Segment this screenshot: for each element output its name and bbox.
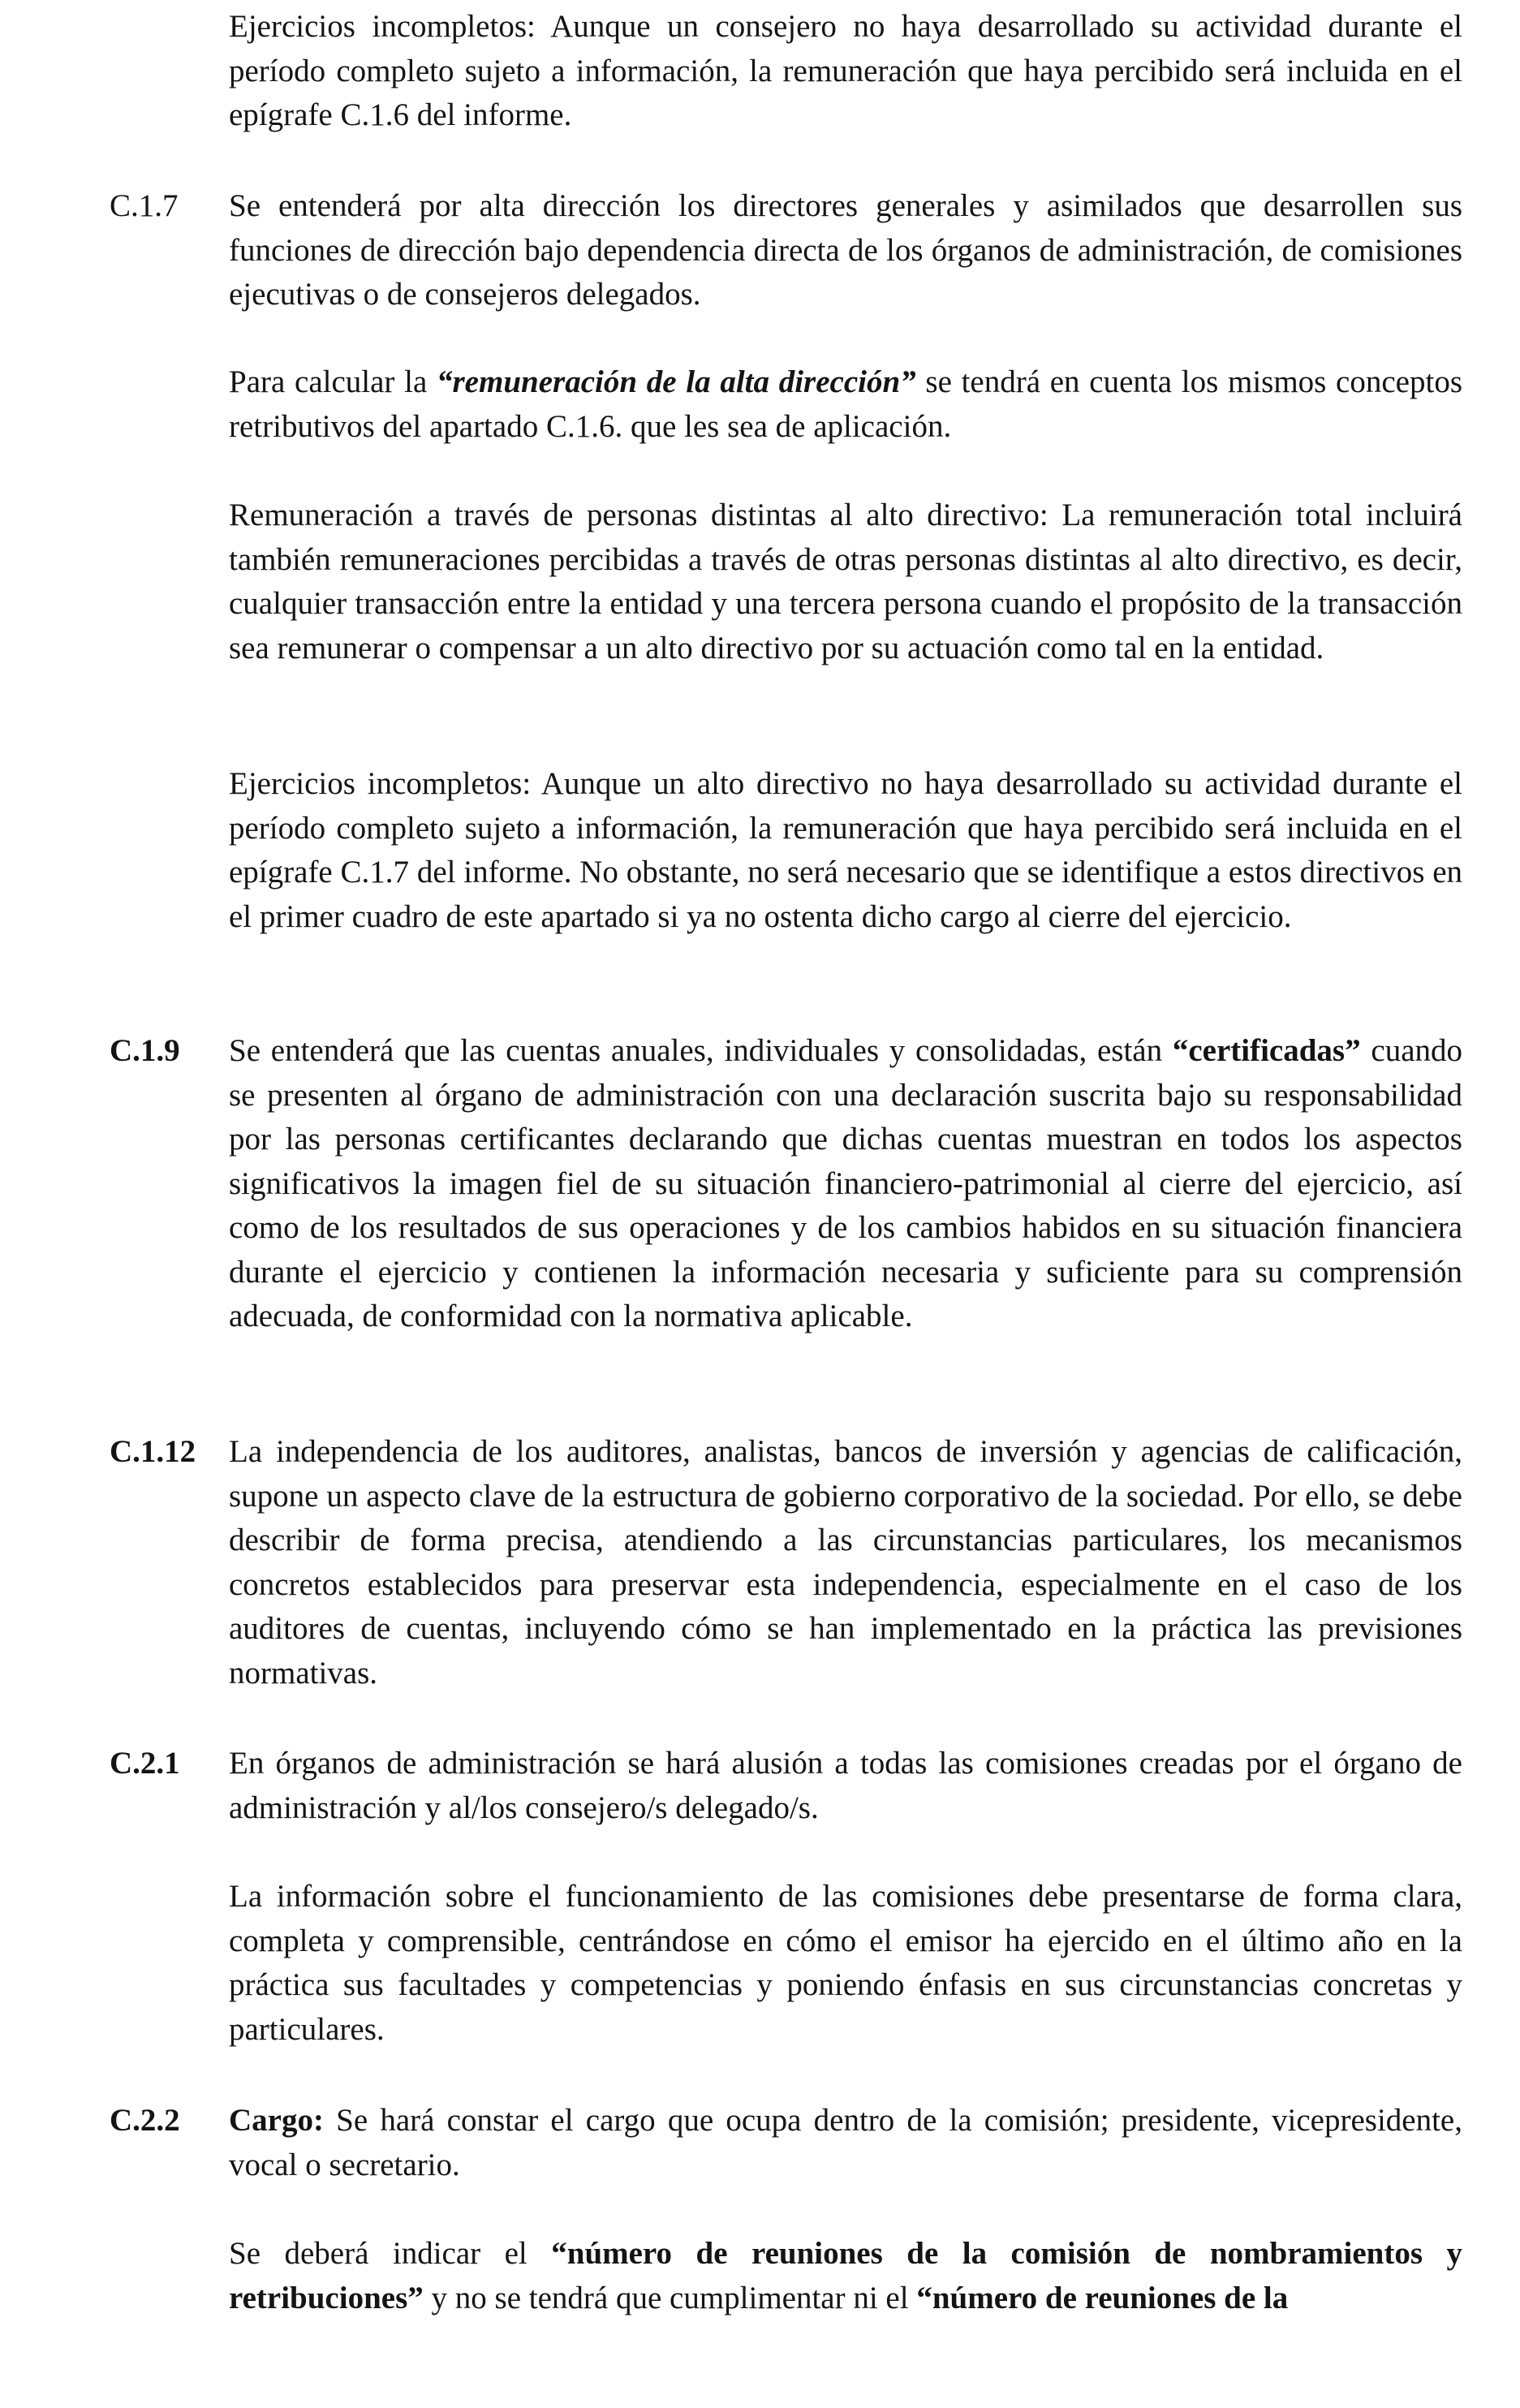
label-cargo: Cargo: [229,2103,324,2138]
paragraph-alta-direccion [229,184,1462,317]
emphasis-term: “número de reuniones de la [916,2280,1289,2315]
paragraph-remuneracion-alta-direccion [229,360,1462,449]
section-code-c21: C.2.1 [110,1746,180,1781]
paragraph-cuentas-certificadas [229,1029,1462,1339]
section-code-c19: C.1.9 [110,1033,180,1068]
emphasis-term: “número de reuniones de la comisión de nombramientos y retribuciones” [229,2236,1462,2315]
paragraph-text: La información sobre el funcionamiento de las comisiones debe presentarse de forma clara, completa y comprensible, centrándose en cómo el emisor ha ejercido en el último año en la práctica sus facultades y competencias y poniendo énfasis en sus circunstancias concretas y particulares. [229,1879,1462,2047]
paragraph-text: Ejercicios incompletos: Aunque un consejero no haya desarrollado su actividad durante el período completo sujeto a información, la remuneración que haya percibido será incluida en el epígrafe C.1.6 del informe. [229,9,1462,132]
paragraph-text: se tendrá en cuenta los mismos conceptos retributivos del apartado C.1.6. que les sea de aplicación. [229,364,1463,444]
paragraph-text: cuando se presenten al órgano de administración con una declaración suscrita bajo su responsabilidad por las personas certificantes declarando que dichas cuentas muestran en todos los aspectos significativos la imagen fiel de su situación financiero-patrimonial al cierre del ejercicio, así como de los resultados de sus operaciones y de los cambios habidos en su situación financiera durante el ejercicio y contienen la información necesaria y suficiente para su comprensión adecuada, de conformidad con la normativa aplicable. [229,1033,1462,1333]
emphasis-term: “certificadas” [1172,1033,1361,1068]
paragraph-remuneracion-terceras-personas [229,493,1462,670]
paragraph-ejercicios-incompletos-directivo [229,762,1462,939]
paragraph-text: La independencia de los auditores, analistas, bancos de inversión y agencias de calificación, supone un aspecto clave de la estructura de gobierno corporativo de la sociedad. Por ello, se debe describir de forma precisa, atendiendo a las circunstancias particulares, los mecanismos concretos establecidos para preservar esta independencia, especialmente en el caso de los auditores de cuentas, incluyendo cómo se han implementado en la práctica las previsiones normativas. [229,1434,1462,1691]
paragraph-ejercicios-incompletos-consejero [229,5,1462,138]
paragraph-text: Remuneración a través de personas distintas al alto directivo: La remuneración total incluirá también remuneraciones percibidas a través de otras personas distintas al alto directivo, es decir, cualquier transacción entre la entidad y una tercera persona cuando el propósito de la transacción sea remunerar o compensar a un alto directivo por su actuación como tal en la entidad. [229,498,1462,666]
paragraph-funcionamiento-comisiones [229,1875,1462,2052]
section-code-c112: C.1.12 [110,1434,196,1469]
paragraph-text: Se deberá indicar el [229,2236,552,2271]
paragraph-organos-administracion [229,1742,1462,1830]
paragraph-text: Ejercicios incompletos: Aunque un alto directivo no haya desarrollado su actividad durante el período completo sujeto a información, la remuneración que haya percibido será incluida en el epígrafe C.1.7 del informe. No obstante, no será necesario que se identifique a estos directivos en el primer cuadro de este apartado si ya no ostenta dicho cargo al cierre del ejercicio. [229,766,1462,934]
paragraph-cargo [229,2099,1462,2187]
paragraph-independencia-auditores [229,1430,1462,1695]
emphasis-term: “remuneración de la alta dirección” [437,364,916,399]
section-code-c17: C.1.7 [110,188,179,223]
section-code-c22: C.2.2 [110,2103,180,2138]
paragraph-text: En órganos de administración se hará alusión a todas las comisiones creadas por el órgano de administración y al/los consejero/s delegado/s. [229,1746,1462,1825]
paragraph-text: Para calcular la [229,364,437,399]
paragraph-text: y no se tendrá que cumplimentar ni el [423,2280,917,2315]
paragraph-numero-reuniones [229,2232,1462,2320]
paragraph-text: Se entenderá que las cuentas anuales, individuales y consolidadas, están [229,1033,1173,1068]
paragraph-text: Se entenderá por alta dirección los directores generales y asimilados que desarrollen sus funciones de dirección bajo dependencia directa de los órganos de administración, de comisiones ejecutivas o de consejeros delegados. [229,188,1462,312]
paragraph-text: Se hará constar el cargo que ocupa dentro de la comisión; presidente, vicepresidente, vocal o secretario. [229,2103,1462,2182]
